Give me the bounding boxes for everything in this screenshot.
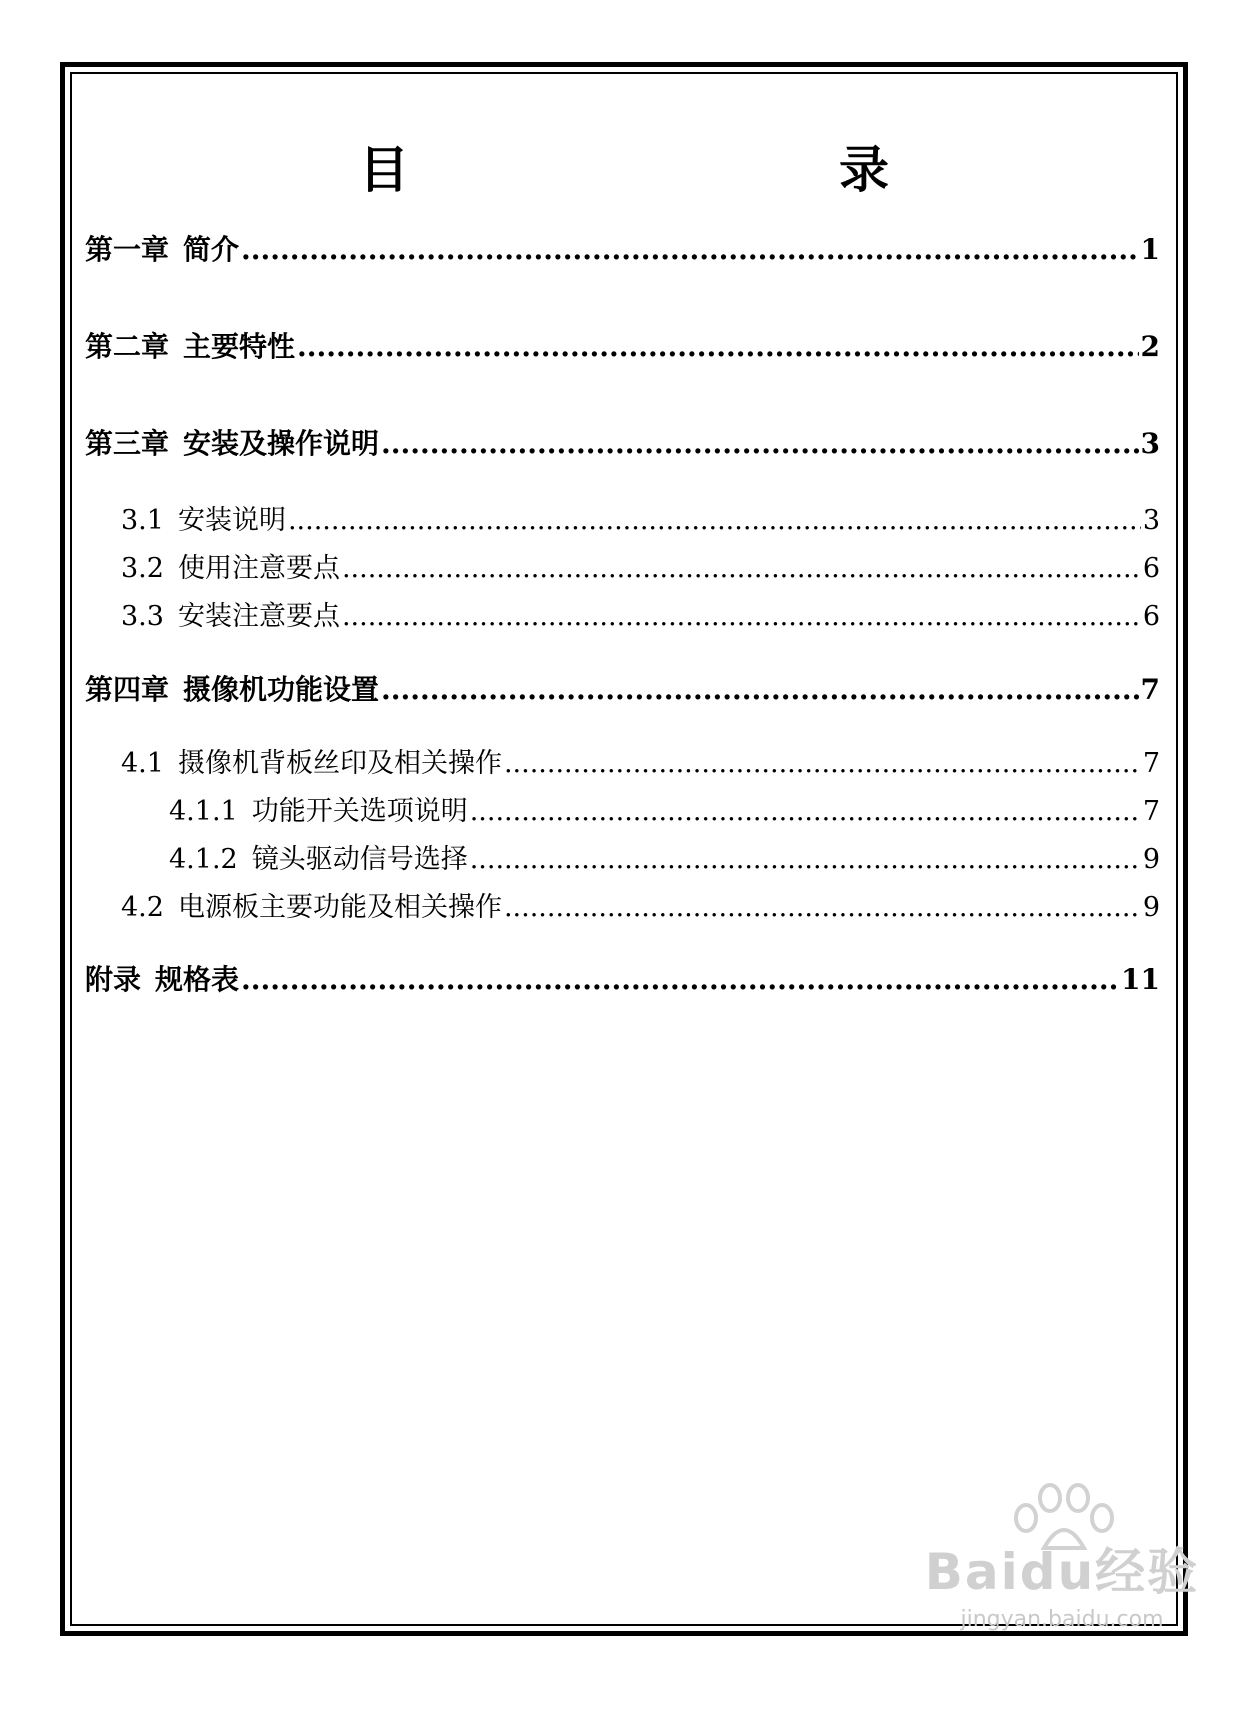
toc-dot-leader xyxy=(241,233,1138,266)
toc-entry-label: 简介 xyxy=(183,233,240,266)
toc-entry-label: 电源板主要功能及相关操作 xyxy=(177,892,502,923)
toc-entry-number: 第一章 xyxy=(85,233,170,266)
toc-entry-page: 9 xyxy=(1142,892,1160,923)
toc-entry-appendix[interactable] xyxy=(85,958,1160,998)
toc-entry-label: 安装及操作说明 xyxy=(183,427,380,460)
toc-entry-chapter-4[interactable] xyxy=(85,668,1160,708)
toc-entry-number: 4.1.1 xyxy=(169,796,238,827)
toc-entry-number: 第二章 xyxy=(85,330,170,363)
toc-entry-label: 使用注意要点 xyxy=(177,553,340,584)
toc-dot-leader xyxy=(342,553,1141,584)
toc-entry-label: 摄像机功能设置 xyxy=(183,673,380,706)
toc-entry-page: 6 xyxy=(1142,553,1160,584)
toc-entry-number: 4.1 xyxy=(121,748,164,779)
toc-entry-chapter-1[interactable] xyxy=(85,228,1160,268)
toc-entry-section-4-2[interactable] xyxy=(121,885,1160,924)
toc-dot-leader xyxy=(288,505,1141,536)
toc-entry-number: 第三章 xyxy=(85,427,170,460)
toc-entry-page: 6 xyxy=(1142,601,1160,632)
toc-entry-number: 3.2 xyxy=(121,553,164,584)
toc-dot-leader xyxy=(381,673,1138,706)
toc-dot-leader xyxy=(504,892,1141,923)
toc-entry-number: 第四章 xyxy=(85,673,170,706)
toc-entry-page: 1 xyxy=(1140,233,1160,266)
toc-dot-leader xyxy=(381,427,1138,460)
toc-entry-chapter-3[interactable] xyxy=(85,422,1160,462)
toc-entry-number: 4.1.2 xyxy=(169,844,238,875)
toc-entry-page: 2 xyxy=(1140,330,1160,363)
toc-dot-leader xyxy=(342,601,1141,632)
toc-entry-section-3-3[interactable] xyxy=(121,594,1160,633)
toc-entry-chapter-2[interactable] xyxy=(85,325,1160,365)
toc-entry-section-3-2[interactable] xyxy=(121,546,1160,585)
toc-entry-subsection-4-1-2[interactable] xyxy=(169,837,1160,876)
toc-dot-leader xyxy=(504,748,1141,779)
toc-title: 目 录 xyxy=(359,140,999,199)
toc-dot-leader xyxy=(470,796,1141,827)
baidu-watermark xyxy=(912,1482,1212,1642)
toc-entry-page: 3 xyxy=(1142,505,1160,536)
toc-entry-page: 7 xyxy=(1142,748,1160,779)
toc-entry-label: 功能开关选项说明 xyxy=(251,796,468,827)
toc-entry-number: 附录 xyxy=(85,963,142,996)
toc-entry-page: 7 xyxy=(1142,796,1160,827)
toc-entry-page: 9 xyxy=(1142,844,1160,875)
toc-entry-page: 11 xyxy=(1121,963,1160,996)
toc-entry-label: 安装注意要点 xyxy=(177,601,340,632)
toc-entry-label: 主要特性 xyxy=(183,330,296,363)
toc-dot-leader xyxy=(470,844,1141,875)
toc-entry-section-4-1[interactable] xyxy=(121,741,1160,780)
paw-logo-icon xyxy=(1004,1482,1124,1552)
toc-entry-label: 镜头驱动信号选择 xyxy=(251,844,468,875)
toc-entry-number: 3.3 xyxy=(121,601,164,632)
watermark-brand: Baidu经验 xyxy=(924,1543,1200,1601)
toc-entry-number: 4.2 xyxy=(121,892,164,923)
toc-entry-subsection-4-1-1[interactable] xyxy=(169,789,1160,828)
watermark-site: jingyan.baidu.com xyxy=(960,1607,1164,1632)
toc-entry-page: 7 xyxy=(1140,673,1160,706)
toc-entry-number: 3.1 xyxy=(121,505,164,536)
toc-dot-leader xyxy=(241,963,1119,996)
toc-entry-label: 安装说明 xyxy=(177,505,286,536)
toc-entry-page: 3 xyxy=(1140,427,1160,460)
toc-dot-leader xyxy=(297,330,1138,363)
toc-entry-section-3-1[interactable] xyxy=(121,498,1160,537)
toc-entry-label: 摄像机背板丝印及相关操作 xyxy=(177,748,502,779)
toc-entry-label: 规格表 xyxy=(155,963,240,996)
